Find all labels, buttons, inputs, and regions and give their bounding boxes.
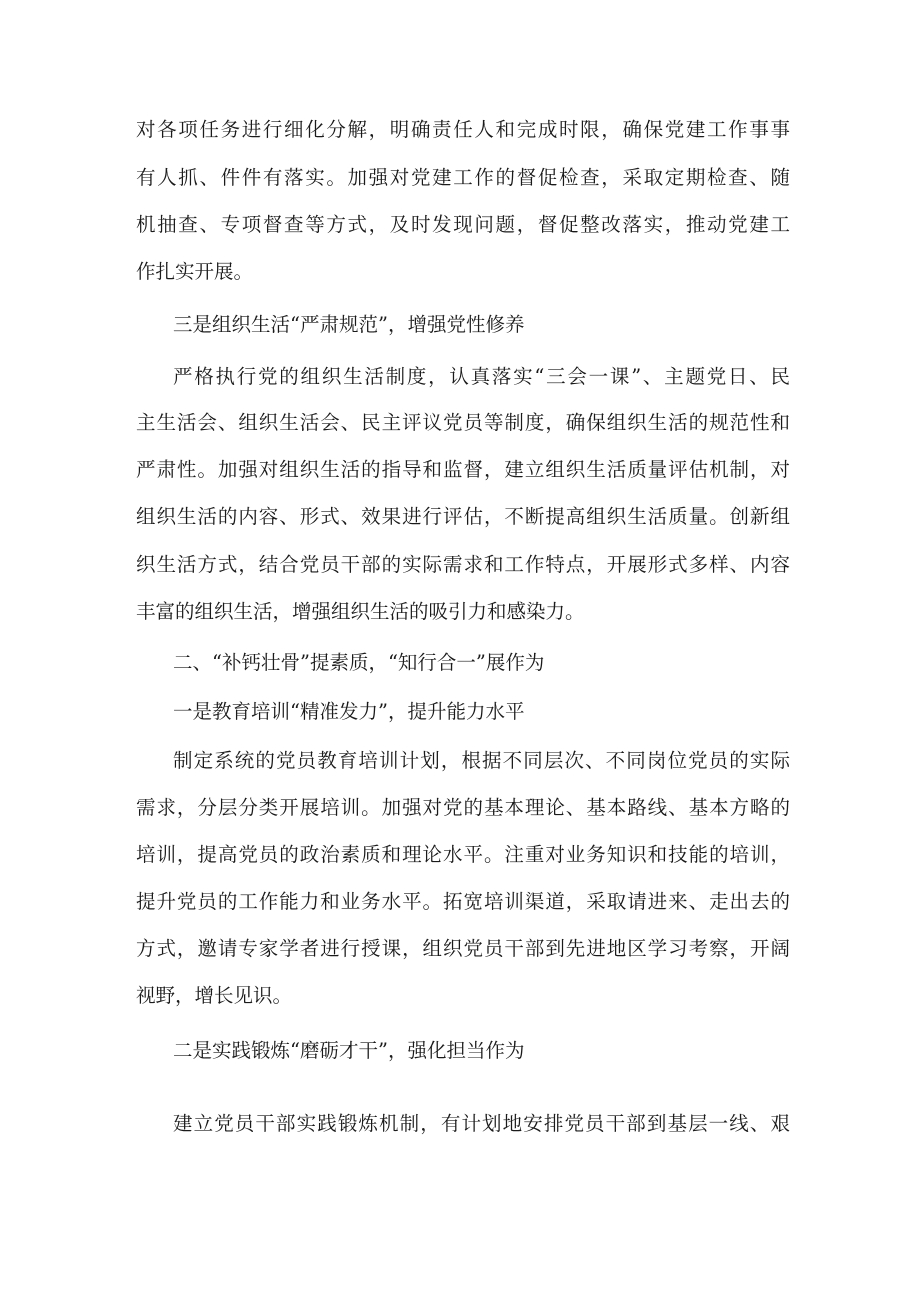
line-text: 机抽查、专项督查等方式，及时发现问题，督促整改落实，推动党建工 [136, 213, 790, 236]
heading-text: 三是组织生活“严肃规范”，增强党性修养 [173, 313, 525, 336]
heading-text: 二、“补钙壮骨”提素质，“知行合一”展作为 [173, 651, 545, 674]
line-text: 组织生活的内容、形式、效果进行评估，不断提高组织生活质量。创新组 [136, 505, 790, 528]
paragraph-line [0, 450, 920, 490]
line-text: 有人抓、件件有落实。加强对党建工作的督促检查，采取定期检查、随 [136, 166, 790, 189]
line-text: 需求，分层分类开展培训。加强对党的基本理论、基本路线、基本方略的 [136, 796, 790, 819]
line-text: 视野，增长见识。 [136, 984, 293, 1007]
paragraph-line [0, 158, 920, 198]
section-heading [0, 305, 920, 345]
heading-text: 一是教育培训“精准发力”，提升能力水平 [173, 700, 525, 723]
paragraph-line [0, 403, 920, 443]
heading-text: 二是实践锻炼“磨砺才干”，强化担当作为 [173, 1039, 525, 1062]
line-text: 丰富的组织生活，增强组织生活的吸引力和感染力。 [136, 600, 585, 623]
line-text: 严肃性。加强对组织生活的指导和监督，建立组织生活质量评估机制，对 [136, 458, 790, 481]
line-text: 提升党员的工作能力和业务水平。拓宽培训渠道，采取请进来、走出去的 [136, 890, 790, 913]
line-text: 制定系统的党员教育培训计划，根据不同层次、不同岗位党员的实际 [173, 749, 790, 772]
line-text: 主生活会、组织生活会、民主评议党员等制度，确保组织生活的规范性和 [136, 411, 790, 434]
line-text: 作扎实开展。 [136, 260, 254, 283]
paragraph-line [0, 741, 920, 781]
section-heading [0, 692, 920, 732]
line-text: 培训，提高党员的政治素质和理论水平。注重对业务知识和技能的培训， [136, 843, 790, 866]
paragraph-line [0, 929, 920, 969]
paragraph-line [0, 110, 920, 150]
paragraph-line [0, 835, 920, 875]
paragraph-line [0, 497, 920, 537]
paragraph-line [0, 882, 920, 922]
paragraph-line [0, 976, 920, 1016]
line-text: 对各项任务进行细化分解，明确责任人和完成时限，确保党建工作事事 [136, 118, 790, 141]
paragraph-line [0, 788, 920, 828]
paragraph-line [0, 592, 920, 632]
paragraph-line [0, 205, 920, 245]
line-text: 方式，邀请专家学者进行授课，组织党员干部到先进地区学习考察，开阔 [136, 937, 790, 960]
section-heading [0, 643, 920, 683]
paragraph-line [0, 357, 920, 397]
paragraph-line [0, 252, 920, 292]
paragraph-line [0, 545, 920, 585]
line-text: 织生活方式，结合党员干部的实际需求和工作特点，开展形式多样、内容 [136, 553, 790, 576]
section-heading [0, 1031, 920, 1071]
line-text: 严格执行党的组织生活制度，认真落实“三会一课”、主题党日、民 [173, 365, 790, 388]
paragraph-line [0, 1104, 920, 1144]
line-text: 建立党员干部实践锻炼机制，有计划地安排党员干部到基层一线、艰 [173, 1112, 790, 1135]
